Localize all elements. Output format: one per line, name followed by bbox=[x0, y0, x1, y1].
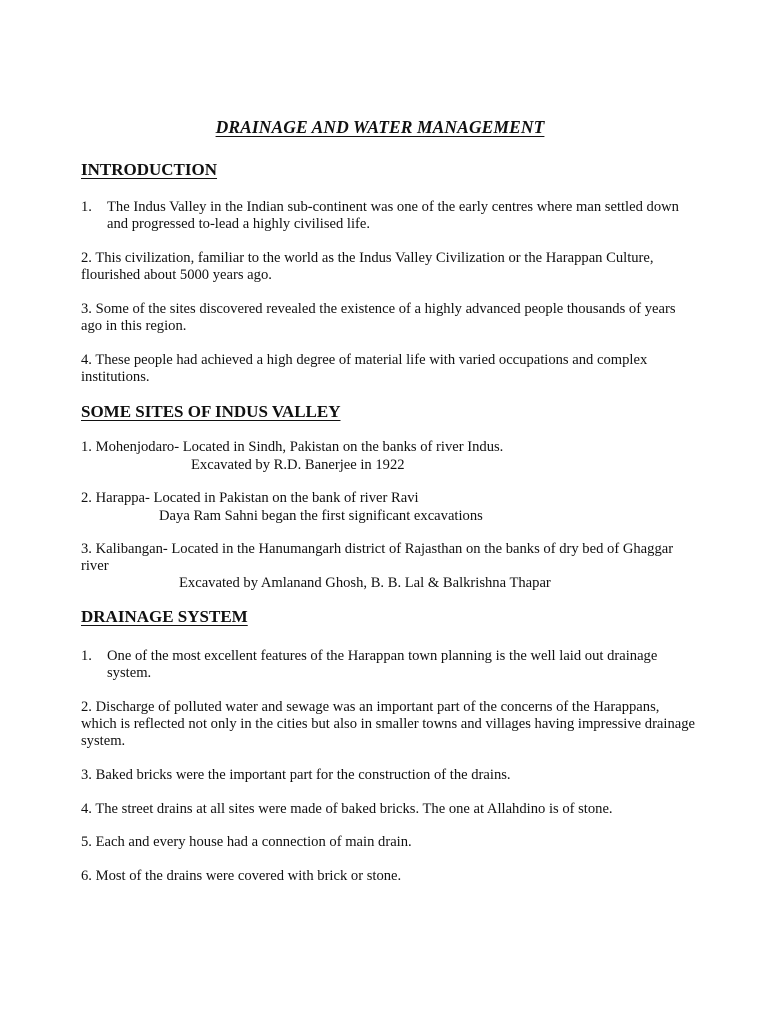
drainage-item-3: 3. Baked bricks were the important part for the construction of the drains. bbox=[81, 767, 511, 783]
site-2-excavation-note: Daya Ram Sahni began the first significant excavations bbox=[159, 508, 483, 524]
sites-heading: SOME SITES OF INDUS VALLEY bbox=[81, 402, 341, 421]
intro-item-4: 4. These people had achieved a high degree of material life with varied occupations and complex institutions. bbox=[81, 352, 648, 385]
intro-item-1-number: 1. bbox=[81, 199, 92, 215]
drainage-item-5: 5. Each and every house had a connection of main drain. bbox=[81, 834, 412, 850]
drainage-item-1-text: One of the most excellent features of the Harappan town planning is the well laid out drainage system. bbox=[107, 648, 658, 681]
site-1-excavation-note: Excavated by R.D. Banerjee in 1922 bbox=[191, 457, 405, 473]
introduction-heading: INTRODUCTION bbox=[81, 160, 218, 179]
site-3-kalibangan: 3. Kalibangan- Located in the Hanumangarh district of Rajasthan on the banks of dry bed of Ghaggar river bbox=[81, 541, 674, 574]
site-1-mohenjodaro: 1. Mohenjodaro- Located in Sindh, Pakistan on the banks of river Indus. bbox=[81, 439, 504, 455]
drainage-item-6: 6. Most of the drains were covered with brick or stone. bbox=[81, 868, 402, 884]
site-3-excavation-note: Excavated by Amlanand Ghosh, B. B. Lal & Balkrishna Thapar bbox=[179, 575, 551, 591]
drainage-item-1-number: 1. bbox=[81, 648, 92, 664]
site-2-harappa: 2. Harappa- Located in Pakistan on the bank of river Ravi bbox=[81, 490, 419, 506]
document-title: DRAINAGE AND WATER MANAGEMENT bbox=[215, 117, 545, 137]
drainage-heading: DRAINAGE SYSTEM bbox=[81, 607, 248, 626]
intro-item-2: 2. This civilization, familiar to the world as the Indus Valley Civilization or the Harappan Culture, flourished about 5000 years ago. bbox=[81, 250, 654, 283]
intro-item-1-text: The Indus Valley in the Indian sub-continent was one of the early centres where man settled down and progressed to-lead a highly civilised life. bbox=[107, 199, 679, 232]
intro-item-3: 3. Some of the sites discovered revealed the existence of a highly advanced people thousands of years ago in this region. bbox=[81, 301, 676, 334]
drainage-item-2: 2. Discharge of polluted water and sewage was an important part of the concerns of the Harappans, which is reflected not only in the cities but also in smaller towns and villages having impressive drainage system. bbox=[81, 699, 696, 749]
drainage-item-4: 4. The street drains at all sites were made of baked bricks. The one at Allahdino is of stone. bbox=[81, 801, 613, 817]
